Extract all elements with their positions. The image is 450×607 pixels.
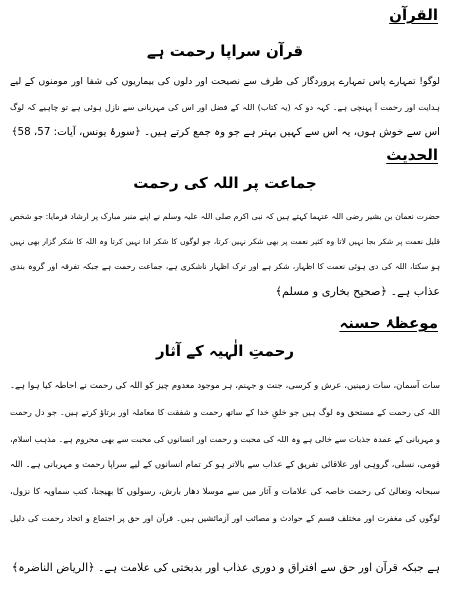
sermon-section-title: رحمتِ الٰہیہ کے آثار (155, 342, 295, 360)
sermon-text-line: اللہ کی رحمت کے مستحق وہ لوگ ہیں جو خلقِ خدا کے ساتھ رحمت و شفقت کا معاملہ اور برتاؤ کرتے ہیں۔ جو دل رحمت (10, 407, 440, 417)
sermon-text-line: ہے جبکہ قرآن اور حق سے افتراق و دوری عذاب اور بدبختی کی علامت ہے۔ ﴿الریاض الناضرہ﴾ (11, 561, 440, 574)
quran-section-title: قرآن سراپا رحمت ہے (146, 42, 304, 60)
hadith-text-line: قلیل نعمت پر شکر بجا نہیں لاتا وہ کثیر نعمت پر بھی شکر نہیں کرتا، جو لوگوں کا شکر ادا نہیں کرتا وہ اللہ کا شکر گزار بھی نہیں (10, 237, 440, 246)
sermon-text-line: سبحانہ وتعالیٰ کی رحمت خاصہ کی علامات و آثار میں سے موسلا دھار بارش، رسولوں کا بھیجنا، کتب سماویہ کا نزول، (10, 487, 440, 497)
hadith-text-line: عذاب ہے۔ ﴿صحیح بخاری و مسلم﴾ (275, 285, 440, 298)
quran-text-line: ہدایت اور رحمت آ پہنچی ہے۔ کہہ دو کہ (یہ کتاب) اللہ کے فضل اور اس کی مہربانی سے نازل ہوئی ہے تو چاہیے کہ لوگ (10, 102, 440, 112)
quran-text-line: اس سے خوش ہوں، یہ اس سے کہیں بہتر ہے جو وہ جمع کرتے ہیں۔ ﴿سورۂ یونس، آیات: 57، 58﴾ (11, 126, 440, 138)
sermon-text-line: و مہربانی کے عمدہ جذبات سے خالی ہے وہ اللہ کی محبت و رحمت اور انسانوں کی محبت سے بھی محروم ہے۔ مذہب اسلام، (10, 434, 440, 444)
hadith-section-title: جماعت پر اللہ کی رحمت (133, 174, 317, 192)
hadith-text-line: حضرت نعمان بن بشیر رضی اللہ عنہما کہتے ہیں کہ نبی اکرم صلی اللہ علیہ وسلم نے اپنے منبر مبارک پر ارشاد فرمایا: جو شخص (10, 212, 440, 221)
sermon-text-line: سات آسمان، سات زمینیں، عرش و کرسی، جنت و جہنم، ہر موجود معدوم چیز کو اللہ کی رحمت نے احاطہ کیا ہوا ہے۔ (10, 381, 440, 391)
section-heading-hadith: الحدیث (386, 146, 438, 164)
quran-text-line: لوگو! تمہارے پاس تمہارے پروردگار کی طرف سے نصیحت اور دلوں کی بیماریوں کی شفا اور مومنوں کے لیے (10, 76, 440, 87)
sermon-text-line: قومی، نسلی، گروہی اور علاقائی تفریق کے عذاب سے بالاتر ہو کر تمام انسانوں کے لیے سراپا رحمت و مہربانی ہے۔ اللہ (10, 460, 440, 470)
hadith-text-line: ہو سکتا، اللہ کی دی ہوئی نعمت کا اظہار، شکر ہے اور ترک اظہار ناشکری ہے، جماعت رحمت ہے جبکہ تفرقہ اور گروہ بندی (10, 262, 440, 271)
section-heading-quran: القرآن (389, 6, 438, 24)
sermon-text-line: لوگوں کی مغفرت اور مختلف قسم کے حوادث و مصائب اور آزمائشیں ہیں۔ قرآن اور حق پر اجتماع و اتحاد رحمت کی دلیل (10, 513, 440, 523)
section-heading-sermon: موعظۂ حسنہ (339, 314, 438, 332)
